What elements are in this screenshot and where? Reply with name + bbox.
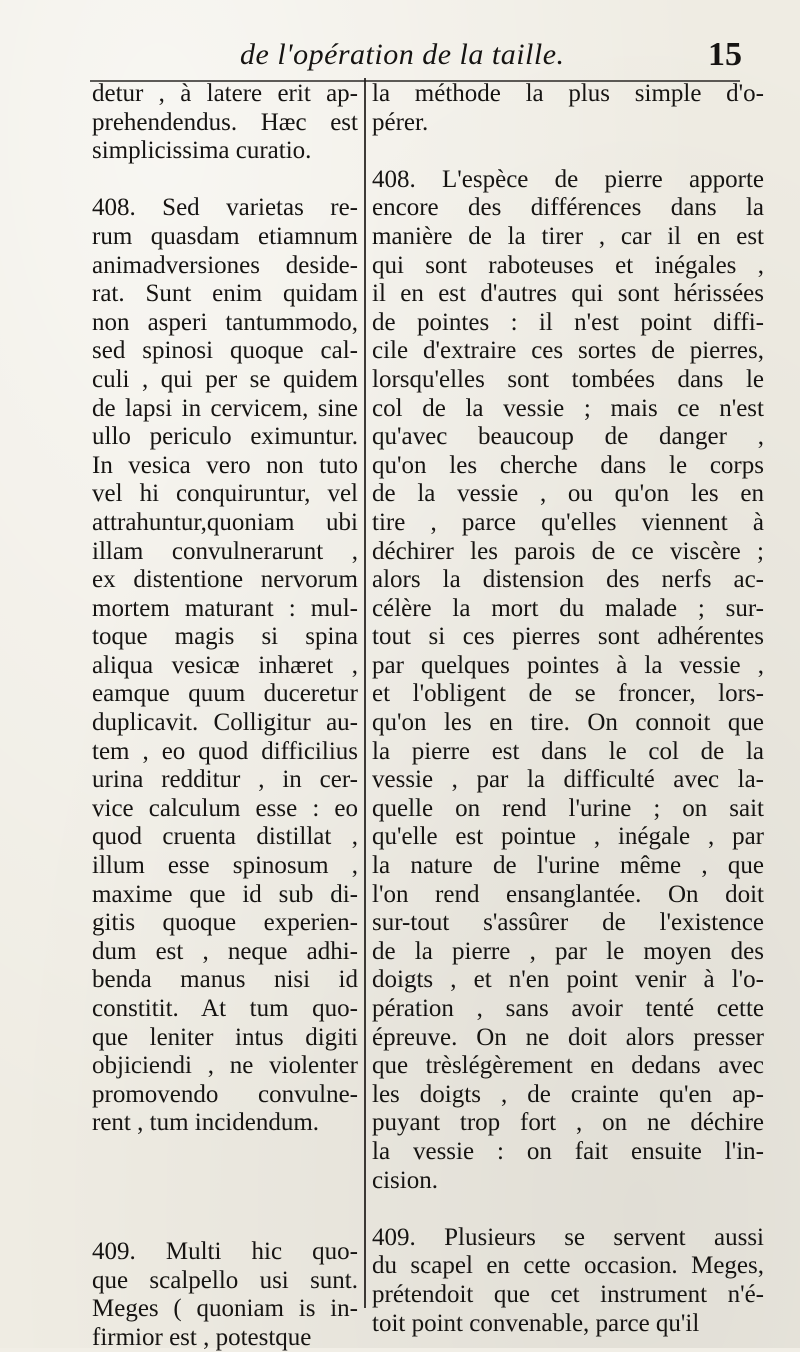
text-line: et l'obligent de se froncer, lors- <box>372 680 764 708</box>
text-line: gitis quoque experien- <box>92 909 358 937</box>
text-line: culi , qui per se quidem <box>92 365 358 393</box>
text-line: pération , sans avoir tenté cette <box>372 995 764 1022</box>
french-paragraph-409 <box>372 1224 764 1338</box>
latin-column <box>92 80 358 1352</box>
text-line: benda manus nisi id <box>92 966 358 994</box>
text-line: illam convulnerarunt , <box>92 537 358 565</box>
text-line: les doigts , de crainte qu'en ap- <box>372 1080 764 1108</box>
text-line: illum esse spinosum , <box>92 852 358 880</box>
text-line: cile d'extraire ces sortes de pierres, <box>372 337 764 365</box>
text-line: col de la vessie ; mais ce n'est <box>372 394 764 422</box>
text-line: rat. Sunt enim quidam <box>92 280 358 308</box>
text-line: In vesica vero non tuto <box>92 451 358 479</box>
text-line: tout si ces pierres sont adhérentes <box>372 623 764 651</box>
text-line: attrahuntur,quoniam ubi <box>92 508 358 536</box>
column-divider <box>364 78 366 1308</box>
text-line: tire , parce qu'elles viennent à <box>372 508 764 536</box>
running-head-title: de l'opération de la taille. <box>240 38 565 71</box>
text-line: alors la distension des nerfs ac- <box>372 566 764 594</box>
text-line: de la pierre , par le moyen des <box>372 937 764 965</box>
text-line: de lapsi in cervicem, sine <box>92 394 358 422</box>
text-line: puyant trop fort , on ne déchire <box>372 1109 764 1137</box>
french-column <box>372 80 764 1338</box>
text-line: l'on rend ensanglantée. On doit <box>372 880 764 908</box>
text-line: vessie , par la difficulté avec la- <box>372 766 764 794</box>
text-line: doigts , et n'en point venir à l'o- <box>372 966 764 994</box>
text-line: cision. <box>372 1166 438 1194</box>
text-line: par quelques pointes à la vessie , <box>372 651 764 679</box>
text-line: rum quasdam etiamnum <box>92 222 358 250</box>
text-line: firmior est , potestque <box>92 1323 312 1351</box>
text-line: toque magis si spina <box>92 623 358 651</box>
running-head <box>0 34 800 84</box>
text-line: quelle on rend l'urine ; on sait <box>372 794 764 822</box>
text-line: de la vessie , ou qu'on les en <box>372 480 764 508</box>
text-line: manière de la tirer , car il en est <box>372 222 764 250</box>
text-line: encore des différences dans la <box>372 194 764 222</box>
text-line: la méthode la plus simple d'o- <box>372 80 764 107</box>
text-line: déchirer les parois de ce viscère ; <box>372 537 764 565</box>
text-line: tem , eo quod difficilius <box>92 737 358 765</box>
text-line: aliqua vesicæ inhæret , <box>92 651 358 679</box>
text-line: 409. Plusieurs se servent aussi <box>372 1223 764 1251</box>
text-line: duplicavit. Colligitur au- <box>92 709 358 737</box>
text-line: 408. Sed varietas re- <box>92 194 358 222</box>
text-line: vice calculum esse : eo <box>92 794 358 822</box>
text-line: ullo periculo eximuntur. <box>92 423 358 451</box>
text-line: detur , à latere erit ap- <box>92 80 358 107</box>
text-line: la pierre est dans le col de la <box>372 737 764 765</box>
text-line: pérer. <box>372 108 429 136</box>
paragraph-gap <box>372 137 764 166</box>
text-line: quod cruenta distillat , <box>92 823 358 851</box>
text-line: prétendoit que cet instrument n'é- <box>372 1280 764 1308</box>
text-line: dum est , neque adhi- <box>92 937 358 965</box>
text-line: sur-tout s'assûrer de l'existence <box>372 909 764 937</box>
french-paragraph-408 <box>372 166 764 1195</box>
latin-block-continued <box>92 80 358 166</box>
text-line: qu'elle est pointue , inégale , par <box>372 823 764 851</box>
text-line: épreuve. On ne doit alors presser <box>372 1023 764 1051</box>
paragraph-gap <box>92 1138 358 1238</box>
latin-paragraph-408 <box>92 194 358 1138</box>
text-line: qui sont raboteuses et inégales , <box>372 251 764 279</box>
text-line: de pointes : il n'est point diffi- <box>372 308 764 336</box>
text-line: rent , tum incidendum. <box>92 1109 320 1137</box>
text-line: promovendo convulne- <box>92 1080 358 1108</box>
text-line: non asperi tantummodo, <box>92 308 358 336</box>
text-line: vel hi conquiruntur, vel <box>92 480 358 508</box>
text-line: Meges ( quoniam is in- <box>92 1295 358 1323</box>
text-line: sed spinosi quoque cal- <box>92 337 358 365</box>
text-line: la vessie : on fait ensuite l'in- <box>372 1137 764 1165</box>
text-line: maxime que id sub di- <box>92 880 358 908</box>
text-line: eamque quum duceretur <box>92 680 358 708</box>
text-line: animadversiones deside- <box>92 251 358 279</box>
text-line: urina redditur , in cer- <box>92 766 358 794</box>
text-line: prehendendus. Hæc est <box>92 108 358 136</box>
text-line: objiciendi , ne violenter <box>92 1052 358 1080</box>
text-line: simplicissima curatio. <box>92 137 312 165</box>
text-line: 408. L'espèce de pierre apporte <box>372 165 764 193</box>
text-line: toit point convenable, parce qu'il <box>372 1309 700 1337</box>
page-number: 15 <box>708 36 742 73</box>
text-line: que scalpello usi sunt. <box>92 1266 358 1294</box>
text-line: qu'on les en tire. On connoit que <box>372 709 764 737</box>
text-line: la nature de l'urine même , que <box>372 852 764 880</box>
latin-paragraph-409 <box>92 1238 358 1352</box>
text-line: constitit. At tum quo- <box>92 995 358 1022</box>
paragraph-gap <box>372 1195 764 1224</box>
text-line: que leniter intus digiti <box>92 1023 358 1051</box>
paragraph-gap <box>92 166 358 195</box>
text-line: du scapel en cette occasion. Meges, <box>372 1252 764 1280</box>
text-line: que trèslégèrement en dedans avec <box>372 1052 764 1080</box>
text-line: il en est d'autres qui sont hérissées <box>372 280 764 308</box>
text-line: 409. Multi hic quo- <box>92 1237 358 1265</box>
text-line: célère la mort du malade ; sur- <box>372 594 764 622</box>
text-line: lorsqu'elles sont tombées dans le <box>372 365 764 393</box>
text-line: qu'on les cherche dans le corps <box>372 451 764 479</box>
text-line: ex distentione nervorum <box>92 566 358 594</box>
french-block-continued <box>372 80 764 137</box>
text-line: mortem maturant : mul- <box>92 594 358 622</box>
text-line: qu'avec beaucoup de danger , <box>372 423 764 451</box>
